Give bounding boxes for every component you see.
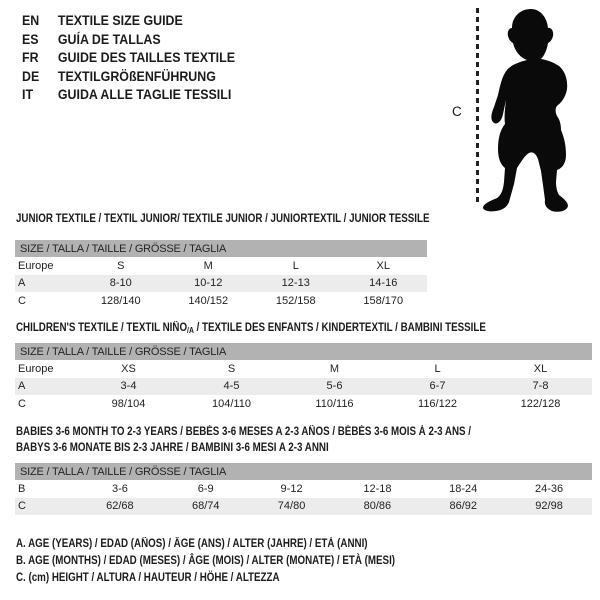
row-label: B [18, 482, 26, 495]
table-cell: S [227, 362, 236, 375]
table-row [15, 292, 427, 310]
table-cell: 74/80 [249, 498, 335, 516]
table-row [15, 378, 592, 396]
title-line [16, 441, 471, 457]
row-label: C [18, 397, 26, 410]
table-row [15, 360, 592, 378]
lang-code: FR [22, 50, 39, 65]
size-header-bar: SIZE / TALLA / TAILLE / GRÖSSE / TAGLIA [15, 343, 592, 360]
table-cell: 24-36 [535, 482, 564, 495]
table-cell: 86/92 [420, 498, 506, 516]
table-row [15, 395, 592, 413]
table-cell: L [434, 362, 441, 375]
table-row [15, 498, 592, 516]
row-label: Europe [18, 362, 54, 375]
table-cell: 128/140 [100, 294, 141, 307]
table-cell: 9-12 [280, 482, 303, 495]
table-cell: 80/86 [334, 498, 420, 516]
table-cell: 12-18 [363, 482, 392, 495]
table-cell: 14-16 [340, 275, 428, 293]
table-cell: 18-24 [449, 482, 478, 495]
table-cell: 3-4 [77, 378, 180, 396]
table-cell: 10-12 [165, 275, 253, 293]
height-measure-label: C [452, 104, 462, 119]
lang-title: GUIDE DES TAILLES TEXTILE [57, 50, 235, 65]
table-cell: 122/128 [520, 397, 561, 410]
junior-size-table [15, 240, 427, 310]
table-cell: 5-6 [283, 378, 386, 396]
title-line [16, 425, 471, 441]
table-cell: 98/104 [111, 397, 146, 410]
lang-code: EN [22, 13, 40, 28]
table-cell: 3-6 [111, 482, 128, 495]
lang-code: ES [22, 31, 39, 47]
table-cell: XL [376, 259, 390, 272]
size-header-bar: SIZE / TALLA / TAILLE / GRÖSSE / TAGLIA [15, 463, 592, 480]
lang-title: TEXTILGRÖßENFÜHRUNG [57, 68, 216, 84]
junior-table-title [16, 212, 430, 228]
table-cell: XL [533, 362, 548, 375]
table-cell: 92/98 [506, 498, 592, 516]
table-cell: 8-10 [77, 275, 165, 293]
title-text: JUNIOR TEXTILE / TEXTIL JUNIOR/ TEXTILE JUNIOR / JUNIORTEXTIL / JUNIOR TESSILE [16, 213, 430, 225]
lang-row-fr [22, 49, 235, 68]
table-cell: 6-7 [386, 378, 489, 396]
legend-notes [16, 536, 395, 586]
title-text: /A [187, 326, 194, 335]
lang-row-en [22, 12, 235, 31]
note-line-a: A. AGE (YEARS) / EDAD (AÑOS) / ÂGE (ANS) / ALTER (JAHRE) / ETÀ (ANNI) [16, 538, 368, 550]
size-header-bar: SIZE / TALLA / TAILLE / GRÖSSE / TAGLIA [15, 240, 427, 257]
row-label: C [18, 294, 26, 307]
row-label: A [15, 275, 77, 293]
title-line [16, 321, 486, 337]
baby-silhouette [481, 6, 573, 214]
table-row [15, 257, 427, 275]
title-text: / TEXTILE DES ENFANTS / KINDERTEXTIL / BAMBINI TESSILE [193, 322, 486, 334]
table-cell: 140/152 [188, 294, 229, 307]
table-cell: 110/116 [315, 397, 354, 410]
table-cell: L [292, 259, 299, 272]
title-text: BABIES 3-6 MONTH TO 2-3 YEARS / BEBÉS 3-6 MESES A 2-3 AÑOS / BÉBÉS 3-6 MOIS À 2-3 ANS / [16, 426, 472, 438]
table-row [15, 275, 427, 293]
children-table-title [16, 321, 486, 337]
table-cell: 7-8 [489, 378, 592, 396]
lang-row-es [22, 31, 235, 50]
row-label: Europe [18, 259, 54, 272]
title-text: CHILDREN'S TEXTILE / TEXTIL NIÑO [16, 322, 188, 334]
note-line-b: B. AGE (MONTHS) / EDAD (MESES) / ÂGE (MOIS) / ALTER (MONATE) / ETÀ (MESI) [16, 554, 396, 567]
lang-row-de [22, 68, 235, 87]
babies-size-table [15, 463, 592, 515]
row-label: C [15, 498, 77, 516]
table-cell: 12-13 [252, 275, 340, 293]
lang-code: DE [22, 68, 40, 84]
table-cell: 62/68 [77, 498, 163, 516]
table-cell: M [329, 362, 340, 375]
babies-table-title [16, 425, 471, 456]
title-line [16, 212, 430, 228]
table-cell: 4-5 [180, 378, 283, 396]
table-cell: S [117, 259, 125, 272]
table-cell: XS [121, 362, 136, 375]
lang-row-it [22, 86, 235, 105]
row-label: A [15, 378, 77, 396]
table-cell: 116/122 [418, 397, 457, 410]
table-cell: 6-9 [197, 482, 214, 495]
lang-code: IT [22, 87, 34, 102]
children-size-table [15, 343, 592, 413]
lang-title: GUÍA DE TALLAS [57, 31, 161, 47]
height-measure-dashed-line [476, 8, 479, 206]
lang-title: GUIDA ALLE TAGLIE TESSILI [57, 87, 232, 102]
note-line-c: C. (cm) HEIGHT / ALTURA / HAUTEUR / HÖHE / ALTEZZA [16, 571, 280, 584]
table-cell: 68/74 [163, 498, 249, 516]
lang-title: TEXTILE SIZE GUIDE [57, 13, 183, 28]
table-cell: 158/170 [363, 294, 404, 307]
table-row [15, 480, 592, 498]
table-cell: M [203, 259, 213, 272]
table-cell: 152/158 [275, 294, 316, 307]
table-cell: 104/110 [212, 397, 251, 410]
title-text: BABYS 3-6 MONATE BIS 2-3 JAHRE / BAMBINI 3-6 MESI A 2-3 ANNI [16, 441, 329, 454]
language-title-block [22, 12, 235, 105]
